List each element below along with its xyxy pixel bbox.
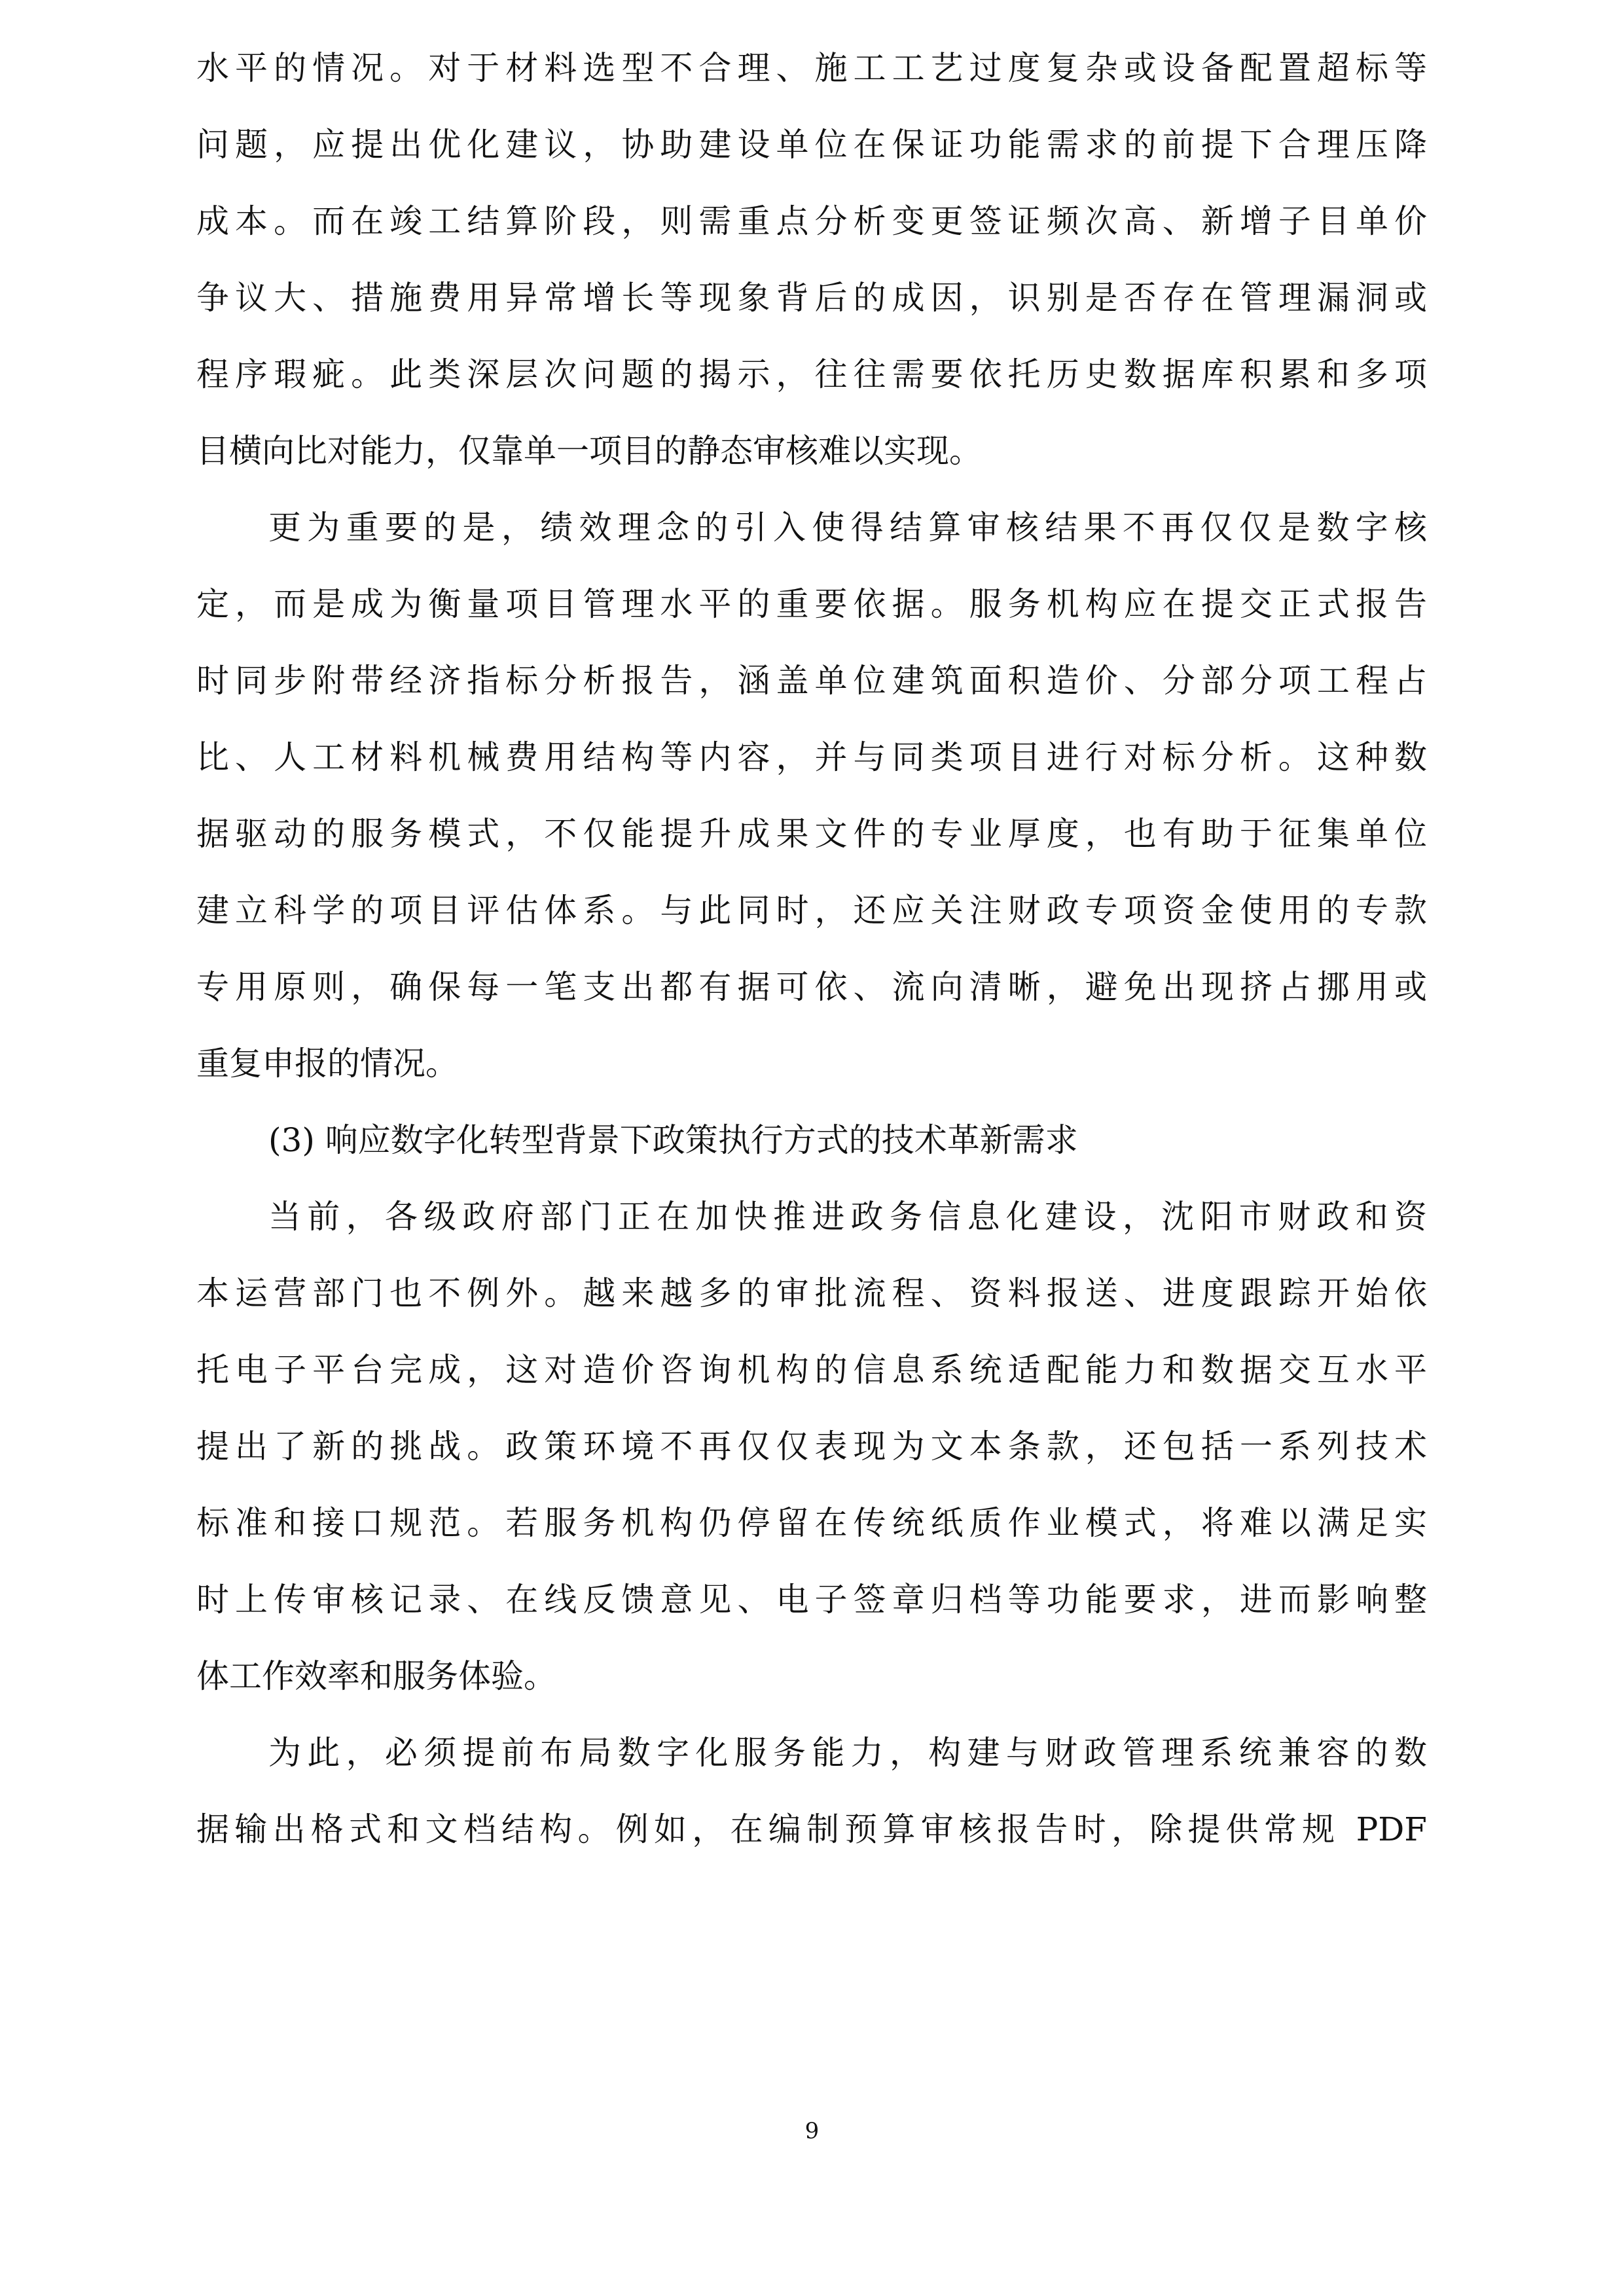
text-line: 程序瑕疵。此类深层次问题的揭示，往往需要依托历史数据库积累和多项 (196, 355, 1427, 393)
section-heading: (3) 响应数字化转型背景下政策执行方式的技术革新需求 (268, 1121, 1078, 1159)
text-line: 时同步附带经济指标分析报告，涵盖单位建筑面积造价、分部分项工程占 (196, 662, 1427, 700)
text-line: 重复申报的情况。 (196, 1045, 458, 1083)
paragraph-first-line: 更为重要的是，绩效理念的引入使得结算审核结果不再仅仅是数字核 (268, 509, 1427, 547)
text-line: 建立科学的项目评估体系。与此同时，还应关注财政专项资金使用的专款 (196, 891, 1427, 929)
text-line: 标准和接口规范。若服务机构仍停留在传统纸质作业模式，将难以满足实 (196, 1504, 1427, 1542)
text-line: 定，而是成为衡量项目管理水平的重要依据。服务机构应在提交正式报告 (196, 585, 1427, 623)
text-line: 目横向比对能力，仅靠单一项目的静态审核难以实现。 (196, 432, 982, 470)
text-line: 据驱动的服务模式，不仅能提升成果文件的专业厚度，也有助于征集单位 (196, 815, 1427, 853)
paragraph-first-line: 当前，各级政府部门正在加快推进政务信息化建设，沈阳市财政和资 (268, 1198, 1427, 1236)
text-line: 水平的情况。对于材料选型不合理、施工工艺过度复杂或设备配置超标等 (196, 49, 1427, 87)
paragraph-first-line: 为此，必须提前布局数字化服务能力，构建与财政管理系统兼容的数 (268, 1734, 1427, 1772)
text-line: 成本。而在竣工结算阶段，则需重点分析变更签证频次高、新增子目单价 (196, 202, 1427, 240)
text-line: 比、人工材料机械费用结构等内容，并与同类项目进行对标分析。这种数 (196, 738, 1427, 776)
text-line: 提出了新的挑战。政策环境不再仅仅表现为文本条款，还包括一系列技术 (196, 1427, 1427, 1465)
text-line: 托电子平台完成，这对造价咨询机构的信息系统适配能力和数据交互水平 (196, 1351, 1427, 1389)
text-line: 专用原则，确保每一笔支出都有据可依、流向清晰，避免出现挤占挪用或 (196, 968, 1427, 1006)
text-line: 体工作效率和服务体验。 (196, 1657, 556, 1695)
text-line: 问题，应提出优化建议，协助建设单位在保证功能需求的前提下合理压降 (196, 126, 1427, 164)
text-line: 据输出格式和文档结构。例如，在编制预算审核报告时，除提供常规 PDF (196, 1810, 1427, 1848)
page-number: 9 (804, 2118, 820, 2144)
text-line: 争议大、措施费用异常增长等现象背后的成因，识别是否存在管理漏洞或 (196, 279, 1427, 317)
text-line: 本运营部门也不例外。越来越多的审批流程、资料报送、进度跟踪开始依 (196, 1274, 1427, 1312)
text-line: 时上传审核记录、在线反馈意见、电子签章归档等功能要求，进而影响整 (196, 1581, 1427, 1619)
